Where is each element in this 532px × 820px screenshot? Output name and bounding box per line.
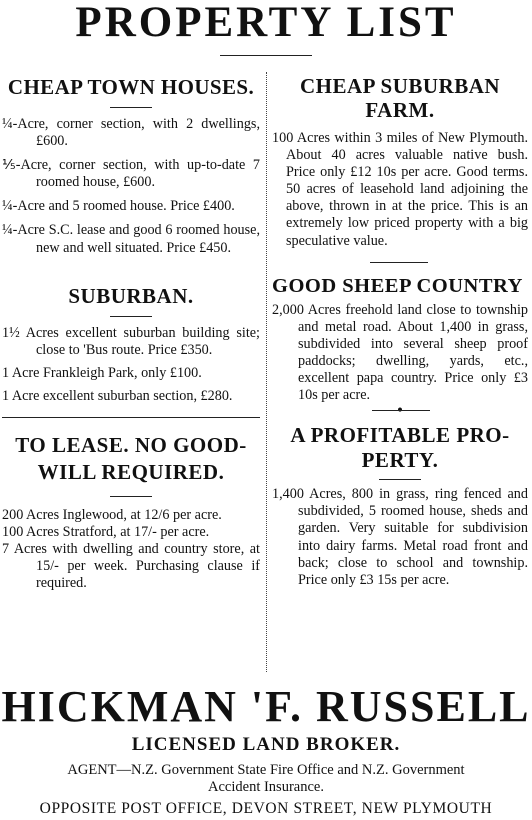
right-separator <box>372 410 430 411</box>
agent-line: Accident Insurance. <box>208 779 324 795</box>
listing-item: ¼-Acre, corner section, with 2 dwellings, £600. <box>2 116 260 150</box>
section-profitable-property <box>272 423 528 589</box>
right-column <box>272 74 528 589</box>
section-divider <box>110 107 152 108</box>
section-divider <box>110 496 152 497</box>
section-heading: SUBURBAN. <box>68 283 194 308</box>
firm-role: LICENSED LAND BROKER. <box>131 734 401 755</box>
section-divider <box>110 316 152 317</box>
listing-item: ¼-Acre and 5 roomed house. Price £400. <box>2 198 235 215</box>
listing-item: 200 Acres Inglewood, at 12/6 per acre. <box>2 507 222 524</box>
listing-item: 100 Acres Stratford, at 17/- per acre. <box>2 524 210 541</box>
section-cheap-town-houses <box>2 76 260 257</box>
listing-item: ¼-Acre S.C. lease and good 6 roomed house, new and well situated. Price £450. <box>2 222 260 256</box>
listing-body: 100 Acres within 3 miles of New Plymouth. About 40 acres valuable native bush. Price only £12 10s per acre. Good terms. 50 acres of leasehold land adjoining the above, thrown in at the price. This is an extremely low priced property with a big speculative value. <box>272 130 528 249</box>
listing-item: 1 Acre Frankleigh Park, only £100. <box>2 364 202 381</box>
firm-name: HICKMAN 'F. RUSSELL <box>1 682 531 731</box>
section-heading: GOOD SHEEP COUNTRY <box>272 274 523 297</box>
listing-body: 2,000 Acres freehold land close to township and metal road. About 1,400 in grass, subdivided into several sheep proof paddocks; dwelling, yards, etc., excellent papa country. Price only £3 10s per acre. <box>272 301 528 404</box>
listing-item: 1½ Acres excellent suburban building site; close to 'Bus route. Price £350. <box>2 324 260 358</box>
firm-address: OPPOSITE POST OFFICE, DEVON STREET, NEW PLYMOUTH <box>39 800 493 817</box>
section-divider <box>379 479 421 480</box>
section-to-lease <box>2 432 260 592</box>
section-heading: CHEAP SUBURBAN FARM. <box>299 74 501 122</box>
agent-line: AGENT—N.Z. Government State Fire Office and N.Z. Government <box>67 762 465 778</box>
left-column <box>2 76 260 593</box>
listing-item: ⅕-Acre, corner section, with up-to-date 7 roomed house, £600. <box>2 157 260 191</box>
column-divider <box>266 72 267 672</box>
section-heading <box>272 423 528 473</box>
section-heading: CHEAP TOWN HOUSES. <box>7 75 255 99</box>
title-divider <box>220 55 312 56</box>
section-heading-line: PERTY. <box>361 448 439 473</box>
listing-item: 7 Acres with dwelling and country store, at 15/- per week. Purchasing clause if required. <box>2 541 260 592</box>
section-good-sheep-country <box>272 275 528 405</box>
section-heading-line: A PROFITABLE PRO- <box>290 423 510 448</box>
listing-item: 1 Acre excellent suburban section, £280. <box>2 387 233 404</box>
listing-body: 1,400 Acres, 800 in grass, ring fenced and subdivided, 5 roomed house, sheds and garden. Very suitable for subdivision into dairy farms. Metal road front and back; close to school and township. Price only £3 15s per acre. <box>272 486 528 588</box>
ornament-dot: • <box>395 403 405 420</box>
right-separator <box>370 262 428 263</box>
left-separator <box>2 417 260 418</box>
section-cheap-suburban-farm <box>272 74 528 250</box>
page-title: PROPERTY LIST <box>75 0 457 46</box>
section-heading: TO LEASE. NO GOOD-WILL REQUIRED. <box>15 433 247 485</box>
section-suburban <box>2 285 260 405</box>
